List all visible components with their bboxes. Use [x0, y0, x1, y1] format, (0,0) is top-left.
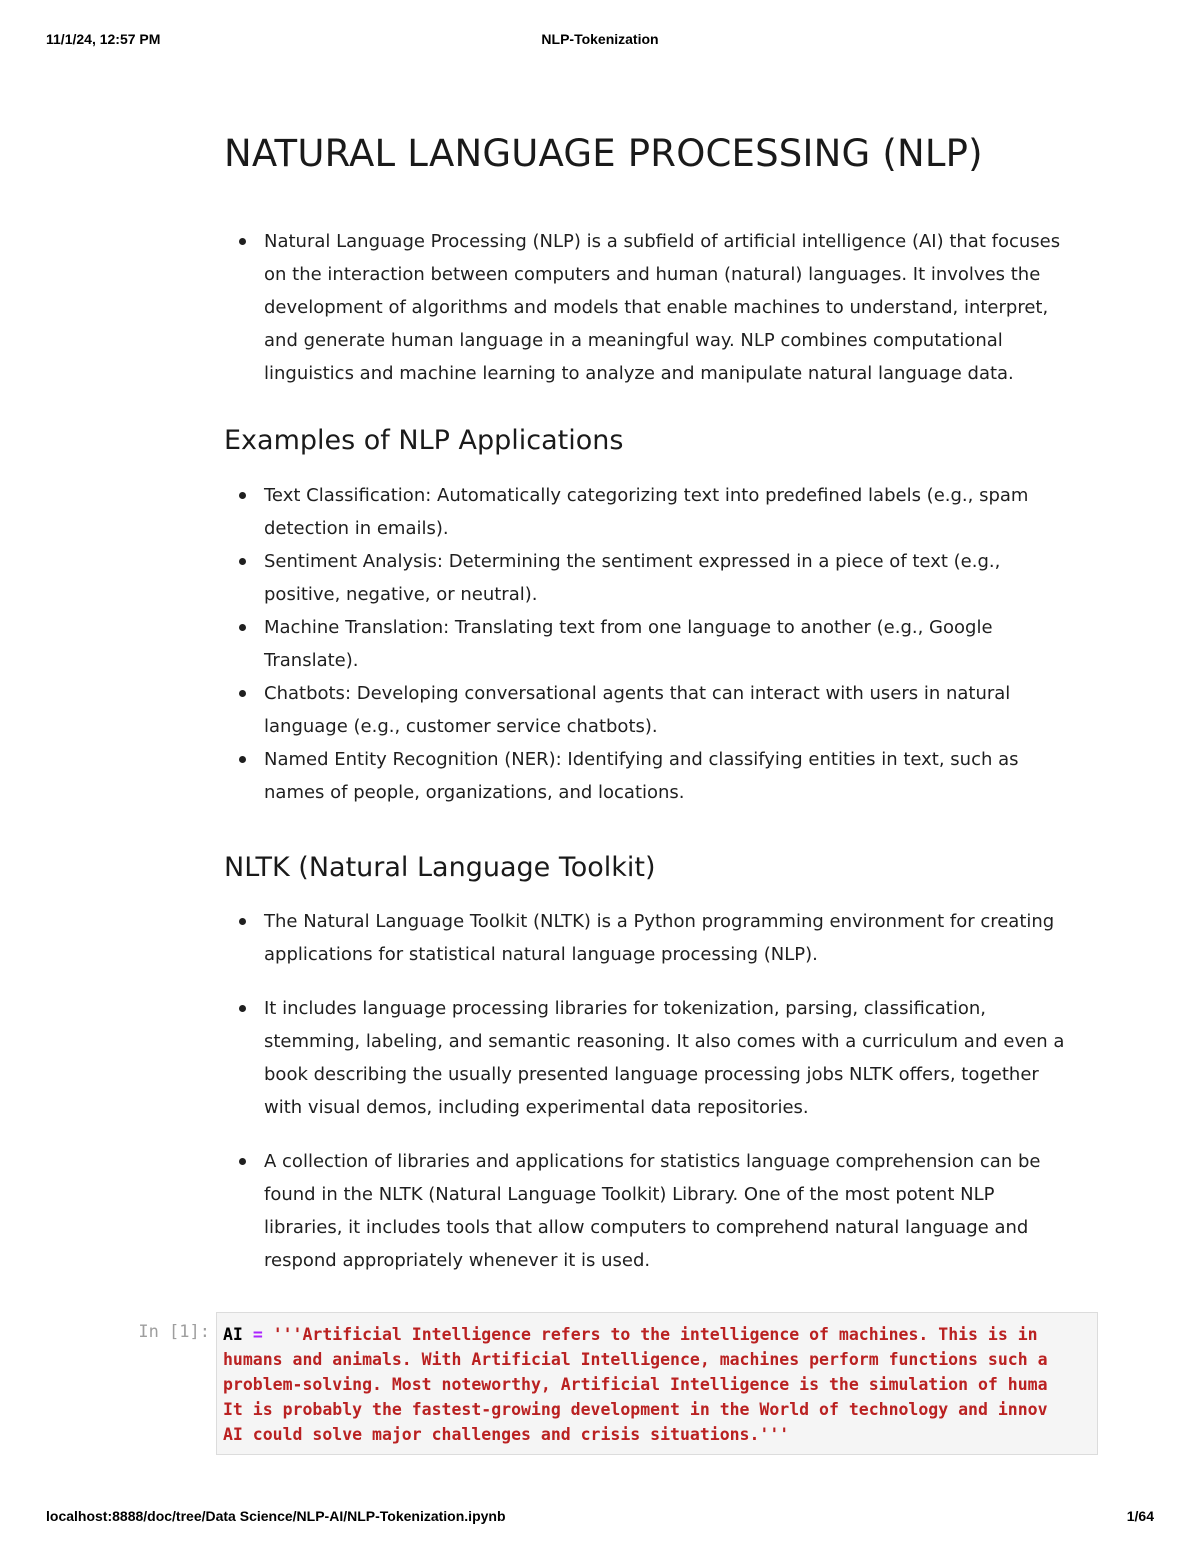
text-line: stemming, labeling, and semantic reasoning. It also comes with a curriculum and even a: [264, 1031, 1065, 1052]
text-line: Sentiment Analysis: Determining the sentiment expressed in a piece of text (e.g.,: [264, 551, 1001, 572]
code-operator: =: [252, 1325, 263, 1344]
list-item: [264, 545, 1109, 611]
text-line: language (e.g., customer service chatbots).: [264, 716, 658, 737]
list-item: [264, 225, 1109, 390]
text-line: A collection of libraries and applications for statistics language comprehension can be: [264, 1151, 1041, 1172]
text-line: The Natural Language Toolkit (NLTK) is a Python programming environment for creating: [264, 911, 1055, 932]
examples-heading: Examples of NLP Applications: [224, 425, 624, 456]
text-line: respond appropriately whenever it is used.: [264, 1250, 651, 1271]
text-line: It includes language processing libraries for tokenization, parsing, classification,: [264, 998, 986, 1019]
print-datetime: 11/1/24, 12:57 PM: [46, 31, 161, 47]
code-variable: AI: [223, 1325, 243, 1344]
text-line: with visual demos, including experimental data repositories.: [264, 1097, 809, 1118]
code-cell[interactable]: [130, 1312, 1098, 1455]
text-line: detection in emails).: [264, 518, 449, 539]
list-item: [264, 677, 1109, 743]
text-line: libraries, it includes tools that allow computers to comprehend natural language and: [264, 1217, 1029, 1238]
print-doc-title: NLP-Tokenization: [541, 31, 659, 47]
list-item: [264, 1145, 1109, 1277]
text-line: linguistics and machine learning to analyze and manipulate natural language data.: [264, 363, 1014, 384]
text-line: Machine Translation: Translating text from one language to another (e.g., Google: [264, 617, 993, 638]
code-line: [223, 1322, 1048, 1347]
text-line: development of algorithms and models that enable machines to understand, interpret,: [264, 297, 1049, 318]
text-line: Text Classification: Automatically categorizing text into predefined labels (e.g., spam: [264, 485, 1029, 506]
text-line: applications for statistical natural language processing (NLP).: [264, 944, 818, 965]
list-item: [264, 479, 1109, 545]
text-line: Translate).: [264, 650, 359, 671]
print-url: localhost:8888/doc/tree/Data Science/NLP-AI/NLP-Tokenization.ipynb: [46, 1508, 506, 1524]
intro-list: [224, 225, 1109, 390]
nltk-list: [224, 905, 1109, 1277]
code-string: '''Artificial Intelligence refers to the intelligence of machines. This is in: [272, 1325, 1038, 1344]
page-title: NATURAL LANGUAGE PROCESSING (NLP): [224, 132, 983, 175]
print-header: [46, 31, 1154, 51]
text-line: Chatbots: Developing conversational agents that can interact with users in natural: [264, 683, 1011, 704]
text-line: book describing the usually presented language processing jobs NLTK offers, together: [264, 1064, 1039, 1085]
text-line: Natural Language Processing (NLP) is a subfield of artificial intelligence (AI) that focuses: [264, 231, 1061, 252]
notebook-content: [224, 128, 1074, 180]
code-line: problem-solving. Most noteworthy, Artificial Intelligence is the simulation of huma: [223, 1375, 1048, 1394]
list-item: [264, 905, 1109, 971]
code-lines: [223, 1322, 1048, 1447]
list-item: [264, 743, 1109, 809]
cell-prompt: In [1]:: [138, 1322, 210, 1342]
code-line: It is probably the fastest-growing development in the World of technology and innov: [223, 1400, 1048, 1419]
text-line: found in the NLTK (Natural Language Toolkit) Library. One of the most potent NLP: [264, 1184, 995, 1205]
code-editor[interactable]: [216, 1312, 1098, 1455]
text-line: on the interaction between computers and human (natural) languages. It involves the: [264, 264, 1041, 285]
text-line: names of people, organizations, and locations.: [264, 782, 685, 803]
text-line: positive, negative, or neutral).: [264, 584, 538, 605]
text-line: and generate human language in a meaningful way. NLP combines computational: [264, 330, 1003, 351]
print-footer: [46, 1508, 1154, 1528]
examples-list: [224, 479, 1109, 809]
list-item: [264, 992, 1109, 1124]
nltk-heading: NLTK (Natural Language Toolkit): [224, 852, 656, 883]
print-page-number: 1/64: [1126, 1508, 1154, 1524]
text-line: Named Entity Recognition (NER): Identifying and classifying entities in text, such as: [264, 749, 1019, 770]
code-line: AI could solve major challenges and crisis situations.''': [223, 1425, 790, 1444]
list-item: [264, 611, 1109, 677]
code-line: humans and animals. With Artificial Intelligence, machines perform functions such a: [223, 1350, 1048, 1369]
